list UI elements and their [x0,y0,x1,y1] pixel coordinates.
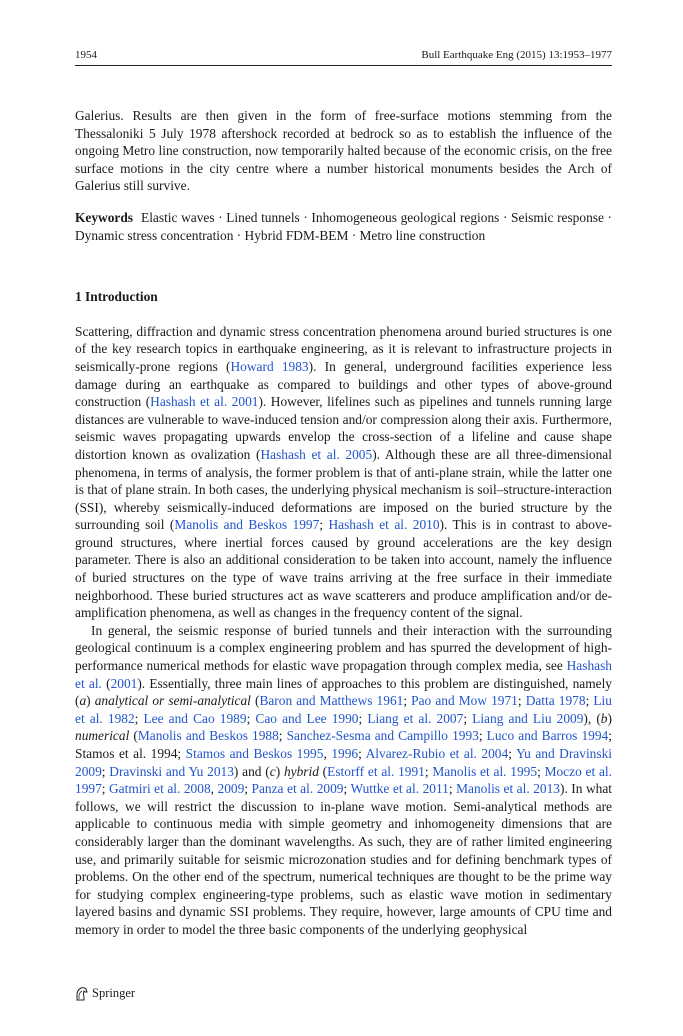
citation-link[interactable]: Estorff et al. 1991 [327,763,425,779]
citation-link[interactable]: 1996 [331,746,359,761]
citation-link[interactable]: Stamos and Beskos 1995 [185,746,324,761]
citation-link[interactable]: Panza et al. 2009 [251,781,344,797]
citation-link[interactable]: Dravinski and Yu 2013 [109,763,234,779]
section-title: 1 Introduction [75,289,158,305]
citation-link[interactable]: Hashash et al. 2005 [260,446,373,462]
intro-paragraph-1: Scattering, diffraction and dynamic stress concentration phenomena around buried structures is one of the key research topics in earthquake engineering, as it is relevant to infrastructure projects in seismically-prone regions (Howard 1983). In general, underground facilities experience less damage during an earthquake as compared to buildings and other types of above-ground construction (Hashash et al. 2001). However, lifelines such as pipelines and tunnels running large distances are vulnerable to wave-induced tension and/or compression along their axis. Furthermore, seismic waves propagating upwards envelop the cross-section of a lifeline and cause shape distortion known as ovalization (Hashash et al. 2005). Although these are all three-dimensional phenomena, in terms of analysis, the former problem is that of anti-plane strain, while the latter one is that of plane strain. In both cases, the underlying physical mechanism is soil–structure-interaction (SSI), whereby seismically-induced deformations are imposed on the buried structure by the surrounding soil (Manolis and Beskos 1997; Hashash et al. 2010). This is in contrast to above-ground structures, where inertial forces caused by ground accelerations are the key design parameter. There is also an additional consideration to be taken into account, namely the influence of buried structures on the type of wave trains arriving at the free surface in their immediate neighborhood. These buried structures act as wave scatterers and produce amplification and/or de-amplification phenomena, as well as changes in the frequency content of the signal. [75,323,612,621]
italic-text: a [79,693,87,709]
springer-horse-icon [75,986,89,1001]
citation-link[interactable]: 2001 [110,675,138,691]
citation-link[interactable]: Pao and Mow 1971 [411,693,518,709]
running-head [75,48,612,66]
citation-link[interactable]: Hashash et al. 2001 [150,394,259,410]
keywords-label: Keywords [75,209,134,225]
citation-link[interactable]: Baron and Matthews 1961 [259,693,404,709]
journal-citation: Bull Earthquake Eng (2015) 13:1953–1977 [421,49,612,61]
citation-link[interactable]: Wuttke et al. 2011 [350,781,449,797]
citation-link[interactable]: Manolis et al. 2013 [456,781,560,797]
citation-link[interactable]: Hashash et al. 2010 [328,517,440,533]
citation-link[interactable]: Manolis and Beskos 1997 [174,517,320,533]
citation-link[interactable]: Sanchez-Sesma and Campillo 1993 [286,728,479,744]
citation-link[interactable]: Alvarez-Rubio et al. 2004 [365,746,509,761]
italic-text: b [600,710,608,726]
keywords-text: Elastic waves · Lined tunnels · Inhomogeneous geological regions · Seismic response · Dynamic stress concentration · Hybrid FDM-BEM · Metro line construction [75,209,612,243]
italic-text: analytical or semi-analytical [94,693,251,709]
italic-text: c [269,763,276,779]
intro-paragraph-2: In general, the seismic response of buried tunnels and their interaction with the surrounding geological continuum is a complex engineering problem and has spurred the development of high-performance numerical methods for elastic wave propagation through complex media, see Hashash et al. (2001). Essentially, three main lines of approaches to this problem are distinguished, namely (a) analytical or semi-analytical (Baron and Matthews 1961; Pao and Mow 1971; Datta 1978; Liu et al. 1982; Lee and Cao 1989; Cao and Lee 1990; Liang et al. 2007; Liang and Liu 2009), (b) numerical (Manolis and Beskos 1988; Sanchez-Sesma and Campillo 1993; Luco and Barros 1994; Stamos et al. 1994; Stamos and Beskos 1995, 1996; Alvarez-Rubio et al. 2004; Yu and Dravinski 2009; Dravinski and Yu 2013) and (c) hybrid (Estorff et al. 1991; Manolis et al. 1995; Moczo et al. 1997; Gatmiri et al. 2008, 2009; Panza et al. 2009; Wuttke et al. 2011; Manolis et al. 2013). In what follows, we will restrict the discussion to in-plane wave motion. Semi-analytical methods are applicable to continuous media with simple geometry and inhomogeneity dimensions that are considerably larger than the dominant wavelengths. As such, they are of rather limited engineering use, and primarily suitable for seismic microzonation studies and for defining benchmark types of problems. On the other end of the spectrum, numerical techniques are thought to be the prime way for studying complex engineering-type problems, such as elastic wave motion in sedimentary layered basins and dynamic SSI problems. They require, however, large amounts of CPU time and memory in order to model the three basic components of the underlying geophysical [75,622,612,937]
citation-link[interactable]: Liang et al. 2007 [367,710,464,726]
citation-link[interactable]: Datta 1978 [525,693,586,709]
citation-link[interactable]: Yu and Dravinski 2009 [75,746,612,779]
publisher-name: Springer [92,986,136,1000]
keywords [75,209,612,244]
citation-link[interactable]: Moczo et al. 1997 [75,763,612,797]
page [75,48,612,939]
italic-text: numerical [75,728,130,744]
citation-link[interactable]: Manolis et al. 1995 [432,763,538,779]
page-number: 1954 [75,49,97,61]
abstract-tail: Galerius. Results are then given in the form of free-surface motions stemming from the Thessaloniki 5 July 1978 aftershock recorded at bedrock so as to establish the influence of the ongoing Metro line construction, now temporarily halted because of the economic crisis, on the free surface motions in the city centre where a number historical monuments besides the Arch of Galerius still survive. [75,108,612,194]
citation-link[interactable]: 2009 [217,781,245,797]
citation-link[interactable]: Luco and Barros 1994 [486,728,609,744]
citation-link[interactable]: Liu et al. 1982 [75,693,612,726]
citation-link[interactable]: Cao and Lee 1990 [255,710,359,726]
footer [75,986,135,1001]
citation-link[interactable]: Howard 1983 [230,358,309,374]
citation-link[interactable]: Gatmiri et al. 2008 [109,781,211,797]
italic-text: hybrid [283,763,319,779]
citation-link[interactable]: Lee and Cao 1989 [143,710,247,726]
citation-link[interactable]: Hashash et al. [75,658,612,691]
citation-link[interactable]: Liang and Liu 2009 [472,710,584,726]
citation-link[interactable]: Manolis and Beskos 1988 [137,728,279,744]
